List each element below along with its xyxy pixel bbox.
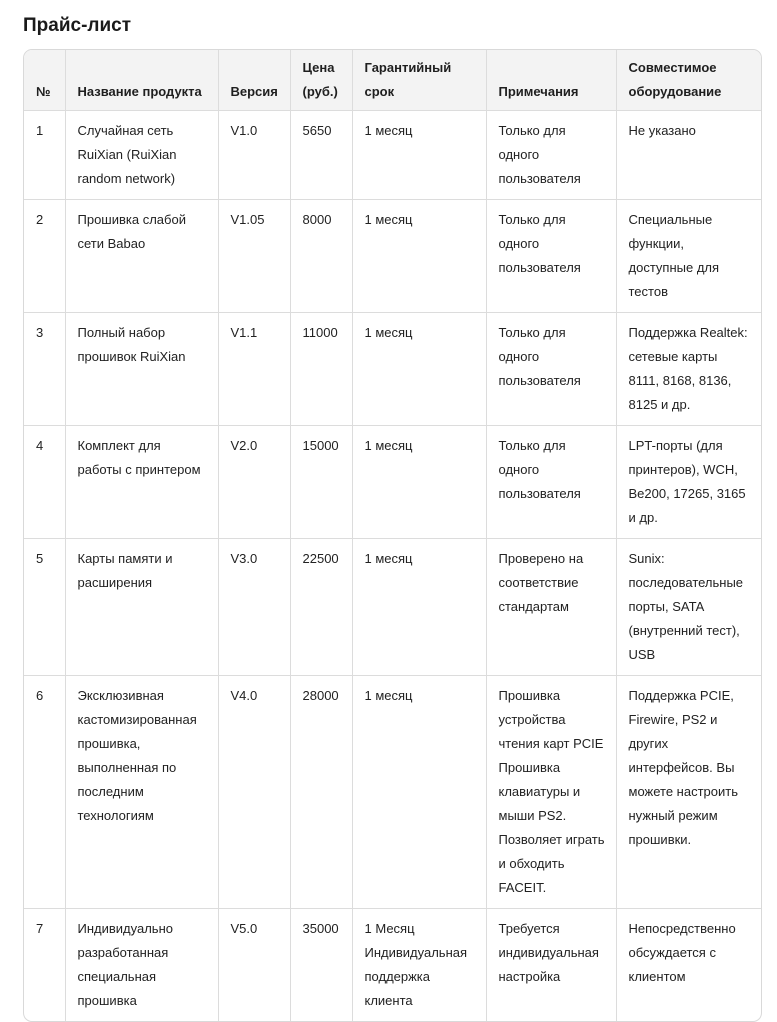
column-header-hardware: Совместимое оборудование [616, 50, 761, 111]
cell-warranty: 1 Месяц Индивидуальная поддержка клиента [352, 909, 486, 1022]
column-header-price: Цена (руб.) [290, 50, 352, 111]
cell-version: V2.0 [218, 426, 290, 539]
column-header-version: Версия [218, 50, 290, 111]
cell-notes: Только для одного пользователя [486, 313, 616, 426]
cell-product-name: Прошивка слабой сети Babao [65, 200, 218, 313]
cell-version: V4.0 [218, 676, 290, 909]
cell-hardware: Sunix: последовательные порты, SATA (внутренний тест), USB [616, 539, 761, 676]
cell-notes: Проверено на соответствие стандартам [486, 539, 616, 676]
table-row [24, 313, 761, 426]
cell-price: 35000 [290, 909, 352, 1022]
cell-hardware: Поддержка Realtek: сетевые карты 8111, 8168, 8136, 8125 и др. [616, 313, 761, 426]
cell-warranty: 1 месяц [352, 111, 486, 200]
cell-price: 5650 [290, 111, 352, 200]
cell-number: 4 [24, 426, 65, 539]
column-header-notes: Примечания [486, 50, 616, 111]
table-row [24, 909, 761, 1022]
cell-hardware: Не указано [616, 111, 761, 200]
cell-hardware: LPT-порты (для принтеров), WCH, Be200, 17265, 3165 и др. [616, 426, 761, 539]
cell-product-name: Комплект для работы с принтером [65, 426, 218, 539]
column-header-number: № [24, 50, 65, 111]
cell-product-name: Полный набор прошивок RuiXian [65, 313, 218, 426]
cell-product-name: Эксклюзивная кастомизированная прошивка, выполненная по последним технологиям [65, 676, 218, 909]
table-row [24, 539, 761, 676]
cell-hardware: Специальные функции, доступные для тестов [616, 200, 761, 313]
cell-warranty: 1 месяц [352, 200, 486, 313]
cell-warranty: 1 месяц [352, 426, 486, 539]
cell-hardware: Поддержка PCIE, Firewire, PS2 и других интерфейсов. Вы можете настроить нужный режим прошивки. [616, 676, 761, 909]
table-row [24, 200, 761, 313]
cell-notes: Только для одного пользователя [486, 426, 616, 539]
cell-notes: Прошивка устройства чтения карт PCIE Прошивка клавиатуры и мыши PS2. Позволяет играть и обходить FACEIT. [486, 676, 616, 909]
table-row [24, 676, 761, 909]
cell-notes: Требуется индивидуальная настройка [486, 909, 616, 1022]
page-title: Прайс-лист [23, 15, 132, 36]
cell-price: 11000 [290, 313, 352, 426]
cell-price: 8000 [290, 200, 352, 313]
column-header-product-name: Название продукта [65, 50, 218, 111]
cell-product-name: Индивидуально разработанная специальная прошивка [65, 909, 218, 1022]
cell-version: V3.0 [218, 539, 290, 676]
cell-number: 1 [24, 111, 65, 200]
cell-product-name: Случайная сеть RuiXian (RuiXian random network) [65, 111, 218, 200]
table-row [24, 111, 761, 200]
cell-hardware: Непосредственно обсуждается с клиентом [628, 921, 736, 984]
cell-number: 2 [24, 200, 65, 313]
cell-number: 7 [24, 909, 65, 1022]
cell-version: V1.0 [218, 111, 290, 200]
table-header-row [24, 50, 761, 111]
column-header-warranty: Гарантийный срок [352, 50, 486, 111]
cell-number: 3 [24, 313, 65, 426]
cell-number: 5 [24, 539, 65, 676]
cell-version: V1.05 [218, 200, 290, 313]
cell-warranty: 1 месяц [352, 676, 486, 909]
price-table-container [23, 49, 762, 1022]
cell-price: 15000 [290, 426, 352, 539]
cell-version: V1.1 [218, 313, 290, 426]
cell-notes: Только для одного пользователя [486, 200, 616, 313]
price-table [24, 50, 761, 1021]
cell-warranty: 1 месяц [352, 313, 486, 426]
cell-number: 6 [24, 676, 65, 909]
cell-product-name: Карты памяти и расширения [65, 539, 218, 676]
table-row [24, 426, 761, 539]
cell-notes: Только для одного пользователя [486, 111, 616, 200]
cell-warranty: 1 месяц [352, 539, 486, 676]
cell-price: 22500 [290, 539, 352, 676]
cell-price: 28000 [290, 676, 352, 909]
cell-version: V5.0 [218, 909, 290, 1022]
